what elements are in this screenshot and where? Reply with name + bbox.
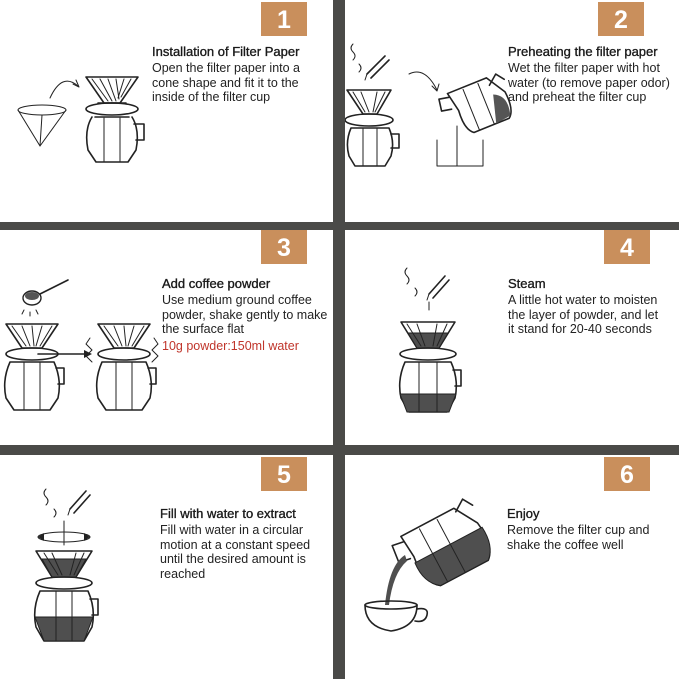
step-6-title: Enjoy: [507, 506, 540, 521]
step-3-number-badge: 3: [261, 230, 307, 264]
step-3-panel: [0, 230, 333, 445]
shaking-dripper-icon: [86, 324, 158, 410]
step-5-title: Fill with water to extract: [160, 506, 296, 521]
curved-arrow-icon: [50, 80, 79, 98]
pouring-server-icon: [387, 496, 499, 597]
step-2-illustration: [345, 0, 679, 222]
step-1-panel: [0, 0, 333, 222]
step-2-title: Preheating the filter paper: [508, 44, 658, 59]
circular-motion-icon: [38, 521, 90, 545]
dripper-with-coffee-icon: [400, 322, 461, 412]
step-2-number-badge: 2: [598, 2, 644, 36]
arrow-right-icon: [38, 350, 92, 358]
step-6-illustration: [345, 455, 679, 679]
step-6-panel: [345, 455, 679, 679]
kettle-spout-icon: [44, 489, 90, 517]
curved-arrow-icon: [409, 72, 439, 91]
desc-line: until the desired amount is: [160, 552, 306, 566]
desc-line: the surface flat: [162, 322, 244, 336]
dripper-server-icon: [5, 324, 64, 410]
kettle-spout-icon: [351, 44, 389, 80]
step-4-illustration: [345, 230, 679, 445]
desc-line: it stand for 20-40 seconds: [508, 322, 652, 336]
filter-paper-cone-icon: [18, 105, 66, 146]
step-1-number-badge: 1: [261, 2, 307, 36]
desc-line: Remove the filter cup and: [507, 523, 650, 537]
step-4-panel: [345, 230, 679, 445]
desc-line: the layer of powder, and let: [508, 307, 659, 322]
desc-line: cone shape and fit it to the: [152, 75, 299, 90]
desc-line: shake the coffee well: [507, 537, 624, 552]
coffee-ratio-note: 10g powder:150ml water: [162, 339, 299, 353]
desc-line: Wet the filter paper with hot: [508, 61, 660, 75]
step-4-title: Steam: [508, 276, 546, 291]
step-1-title: Installation of Filter Paper: [152, 44, 300, 59]
desc-line: and preheat the filter cup: [508, 90, 647, 104]
pouring-server-icon: [436, 72, 518, 141]
desc-line: motion at a constant speed: [160, 537, 311, 552]
dripper-server-icon: [345, 90, 399, 166]
step-2-panel: [345, 0, 679, 222]
kettle-spout-icon: [405, 268, 449, 310]
step-4-number-badge: 4: [604, 230, 650, 264]
desc-line: water (to remove paper odor): [508, 75, 670, 90]
desc-line: A little hot water to moisten: [508, 293, 658, 307]
step-3-title: Add coffee powder: [162, 276, 271, 291]
desc-line: inside of the filter cup: [152, 90, 271, 104]
desc-line: Open the filter paper into a: [152, 61, 301, 75]
coffee-scoop-icon: [22, 280, 68, 316]
step-1-illustration: [0, 0, 333, 222]
desc-line: Fill with water in a circular: [160, 523, 304, 537]
step-5-panel: [0, 455, 333, 679]
desc-line: reached: [160, 566, 206, 581]
dripper-with-coffee-icon: [35, 551, 98, 641]
desc-line: Use medium ground coffee: [162, 293, 312, 307]
coffee-stream: [385, 555, 407, 605]
desc-line: powder, shake gently to make: [162, 307, 328, 322]
step-5-illustration: [0, 455, 333, 679]
step-5-number-badge: 5: [261, 457, 307, 491]
step-3-illustration: [0, 230, 333, 445]
step-6-number-badge: 6: [604, 457, 650, 491]
coffee-cup-icon: [365, 601, 427, 631]
dripper-server-icon: [86, 77, 144, 162]
